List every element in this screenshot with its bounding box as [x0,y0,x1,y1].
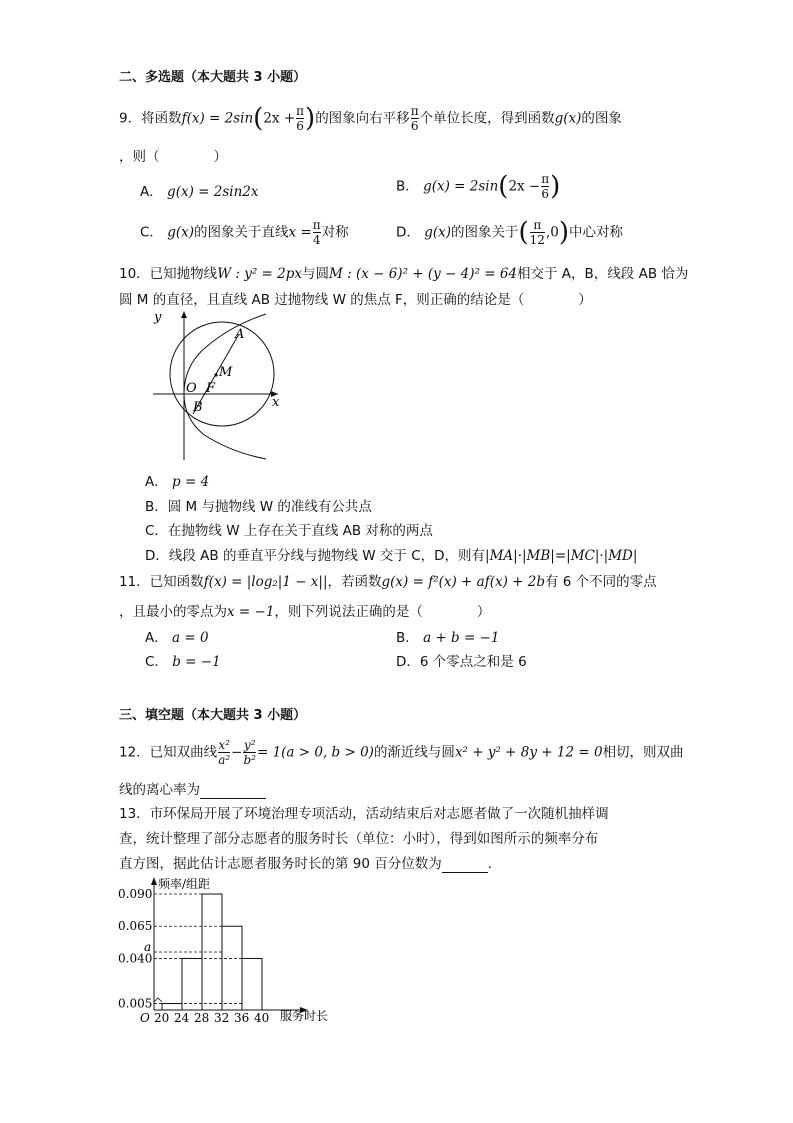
q9-option-b[interactable] [396,172,560,201]
frac-y2b2 [243,738,256,767]
q11-f: f(x) = |log₂|1 − x|| [203,574,328,590]
question-9-line2: ，则（ ） [119,149,227,165]
q12-text: 的渐近线与圆 [373,744,455,761]
option-x: x = [288,224,312,241]
frac-den: 6 [410,119,419,133]
q9-frac-shift [411,104,419,133]
paren-close: ) [558,217,569,248]
option-math: a + b = −1 [423,630,500,646]
question-12-line2 [119,778,266,799]
q10-parabola: W : y² = 2px [217,266,302,282]
q10-option-d[interactable] [145,544,637,564]
frac-den: 6 [541,187,550,201]
label-m: M [219,365,233,380]
option-math: |MA|·|MB|=|MC|·|MD| [485,548,638,564]
frac-den: 12 [529,233,545,247]
q9-text3: 个单位长度，得到函数 [419,110,555,127]
q12-text: 线的离心率为 [119,782,200,798]
question-13-line3 [119,852,492,873]
q9-number: 9． [119,110,142,127]
question-11-line2 [119,600,490,620]
x-tick-label: 20 [154,1011,170,1025]
option-math: b = −1 [172,654,221,670]
x-tick-label: 28 [194,1011,210,1025]
histogram-bar [222,926,242,1010]
option-text2: 对称 [321,224,349,241]
x-tick-label: 24 [174,1011,190,1025]
y-axis-arrow [151,877,157,885]
axis-break [154,998,162,1002]
label-f: F [206,381,216,396]
q11-text: ，则下列说法正确的是（ ） [274,604,491,620]
q10-option-b[interactable]: B．圆 M 与抛物线 W 的准线有公共点 [145,499,372,515]
paren-open: ( [518,217,529,248]
option-gx: g(x) [424,224,451,241]
q11-option-a[interactable] [145,626,209,646]
q12-minus: − [231,744,243,761]
q9-option-a[interactable] [140,180,258,200]
option-text: D．线段 AB 的垂直平分线与抛物线 W 交于 C，D，则有 [145,548,486,564]
y-tick-label: a [144,940,152,954]
q9-option-c[interactable] [140,218,349,247]
frac-pi4 [313,218,321,247]
histogram-bar [182,958,202,1010]
frac-num: y² [243,738,256,752]
y-tick-label: 0.005 [118,996,153,1011]
q9-option-d[interactable] [396,218,623,247]
frac-pi6 [541,172,549,201]
answer-blank[interactable] [442,856,488,873]
section-title: 二、多选题（本大题共 3 小题） [119,70,307,85]
option-math: a = 0 [172,630,209,646]
option-zero: ,0 [545,224,559,241]
paren-open: ( [498,171,509,202]
option-label: D． [396,224,420,241]
option-arg: 2x − [508,178,541,195]
frac-den: 4 [312,233,321,247]
frac-num: x² [218,738,230,752]
q9-fx: f(x) = 2sin [181,110,254,127]
q11-text: 11．已知函数 [119,574,204,590]
q10-text: 与圆 [301,266,329,282]
answer-blank[interactable] [200,782,266,799]
center-m-point [214,373,217,376]
q10-circle: M : (x − 6)² + (y − 4)² = 64 [328,266,518,282]
frequency-histogram [114,874,354,1030]
q9-paren-close: ) [305,103,316,134]
option-text: 的图象关于 [451,224,519,241]
frac-num: π [410,104,419,118]
q10-option-c[interactable]: C．在抛物线 W 上存在关于直线 AB 对称的两点 [145,523,433,539]
q9-paren-open: ( [253,103,264,134]
q9-frac-pi6 [296,104,304,133]
histogram-bar [242,958,262,1010]
origin-label: O [140,1011,150,1025]
label-y: y [154,310,162,325]
q11-text: ，且最小的零点为 [119,604,227,620]
frac-pi12 [530,218,545,247]
q10-text: 相交于 A，B，线段 AB 恰为 [517,266,689,282]
q9-text4: 的图象 [581,110,622,127]
q12-cond: = 1(a > 0, b > 0) [256,744,374,761]
frac-num: π [533,218,542,232]
option-label: A． [145,474,168,490]
q11-math: x = −1 [227,604,275,620]
option-label: C． [140,224,163,241]
q13-text: . [487,856,493,872]
parabola-circle-figure [145,306,285,466]
question-10-line1 [119,262,688,282]
x-tick-label: 40 [254,1011,270,1025]
frac-den: b² [243,753,256,767]
q13-text: 直方图，据此估计志愿者服务时长的第 90 百分位数为 [119,856,442,872]
option-label: A． [145,630,168,646]
label-o: O [186,381,197,396]
frac-num: π [541,172,550,186]
option-label: A． [140,184,163,200]
question-10-line2: 圆 M 的直径，且直线 AB 过抛物线 W 的焦点 F，则正确的结论是（ ） [119,292,592,308]
x-tick-label: 32 [214,1011,230,1025]
label-b: B [193,400,203,415]
q11-option-c[interactable] [145,650,221,670]
option-math: g(x) = 2sin [423,178,499,195]
q12-text: 相切，则双曲 [602,744,684,761]
histogram-bar [162,1004,182,1010]
y-tick-label: 0.065 [118,919,153,934]
q11-text: 有 6 个不同的零点 [544,574,657,590]
question-12-line1 [119,738,684,767]
option-math: p = 4 [172,474,210,490]
option-math: g(x) = 2sin2x [167,184,259,200]
q10-option-a[interactable] [145,470,209,490]
q12-text: 12．已知双曲线 [119,744,218,761]
frac-num: π [312,218,321,232]
q11-text: ，若函数 [327,574,382,590]
q10-text: 10．已知抛物线 [119,266,218,282]
q9-text: 将函数 [141,110,182,127]
option-text: 的图象关于直线 [194,224,289,241]
q11-option-d[interactable]: D．6 个零点之和是 6 [396,654,527,670]
x-tick-label: 36 [234,1011,250,1025]
histogram-marks [118,887,269,1025]
q9-arg: 2x + [263,110,296,127]
option-text2: 中心对称 [568,224,623,241]
label-x: x [272,395,280,410]
q9-gx: g(x) [554,110,582,127]
q11-option-b[interactable] [396,626,499,646]
question-11-line1 [119,570,657,590]
section-title: 三、填空题（本大题共 3 小题） [119,708,307,723]
option-label: B． [396,178,419,195]
q12-circle: x² + y² + 8y + 12 = 0 [454,744,603,761]
label-a: A [235,327,245,342]
option-gx: g(x) [167,224,195,241]
y-axis-label: 频率/组距 [158,877,211,891]
y-tick-label: 0.040 [118,951,153,966]
q11-g: g(x) = f²(x) + af(x) + 2b [381,574,545,590]
option-label: B． [396,630,419,646]
y-tick-label: 0.090 [118,887,153,901]
question-9-line1 [119,104,622,133]
q9-text2: 的图象向右平移 [315,110,410,127]
frac-den: 6 [296,119,304,133]
option-label: C． [145,654,168,670]
x-axis-label: 服务时长 [280,1009,329,1023]
frac-den: a² [218,753,231,767]
frac-x2a2 [218,738,230,767]
question-13-line2: 查，统计整理了部分志愿者的服务时长（单位：小时），得到如图所示的频率分布 [119,831,599,847]
y-axis-arrow [181,311,187,318]
paren-close: ) [550,171,561,202]
frac-num: π [296,104,305,118]
question-13-line1: 13．市环保局开展了环境治理专项活动，活动结束后对志愿者做了一次随机抽样调 [119,806,609,822]
